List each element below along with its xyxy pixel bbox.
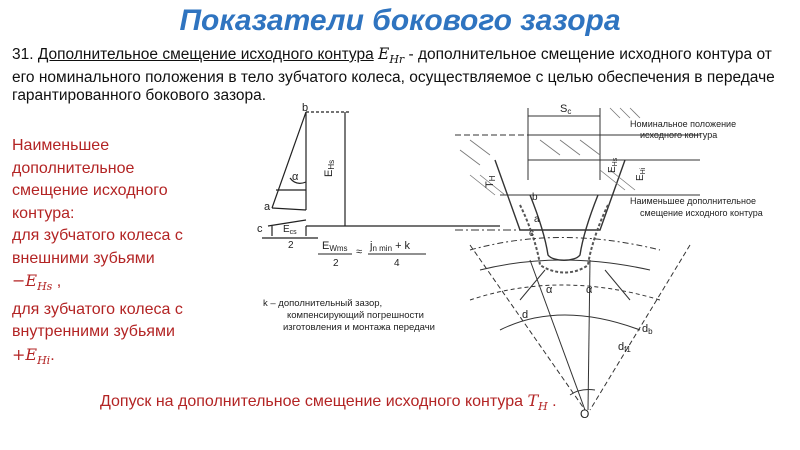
svg-text:4: 4 bbox=[394, 258, 400, 269]
svg-text:b: b bbox=[532, 192, 538, 203]
svg-text:EHs: EHs bbox=[323, 159, 336, 177]
svg-text:Номинальное положение: Номинальное положение bbox=[630, 119, 737, 129]
svg-text:d: d bbox=[522, 309, 529, 321]
clearance-formula bbox=[318, 240, 426, 269]
svg-text:исходного контура: исходного контура bbox=[640, 130, 718, 140]
svg-text:Sc: Sc bbox=[560, 103, 572, 116]
gear-diagram bbox=[240, 100, 780, 430]
left-note-line: Наименьшее bbox=[12, 137, 110, 154]
definition-paragraph bbox=[12, 45, 792, 105]
svg-text:EHi: $E_{Hi}$ bbox=[635, 167, 647, 181]
left-note-line: для зубчатого колеса с bbox=[12, 227, 183, 244]
svg-text:2: 2 bbox=[333, 258, 339, 269]
svg-text:EHs: $E_{Hs}$ bbox=[607, 157, 619, 173]
svg-text:jn min + k: jn min + k bbox=[370, 240, 411, 253]
svg-text:df1: df1 bbox=[618, 341, 631, 354]
svg-text:EWms: EWms bbox=[322, 240, 348, 253]
svg-text:c: c bbox=[257, 223, 263, 235]
definition-text: - дополнительное смещение исходного контура от его номинального положения в тело зубчатого колеса, осуществляемое с целью обеспечения в передаче гарантированного бокового зазора. bbox=[12, 46, 775, 105]
triangle-labels bbox=[257, 102, 336, 251]
external-symbol-line: $-E_{Hs}$ , bbox=[12, 271, 62, 294]
svg-text:2: 2 bbox=[288, 240, 294, 251]
gear-profile bbox=[455, 108, 700, 414]
svg-text:≈: ≈ bbox=[356, 246, 363, 258]
left-note-line: дополнительное bbox=[12, 159, 135, 177]
svg-text:смещение исходного контура: смещение исходного контура bbox=[640, 208, 763, 218]
svg-text:b: b bbox=[302, 102, 309, 114]
internal-symbol-line: $+E_{Hi}$. bbox=[12, 344, 55, 367]
svg-text:изготовления и монтажа передач: изготовления и монтажа передачи bbox=[283, 322, 435, 333]
definition-term: Дополнительное смещение исходного контура bbox=[37, 46, 374, 63]
tolerance-text: Допуск на дополнительное смещение исходного контура bbox=[100, 393, 523, 410]
definition-symbol: $E_{Hr}$ bbox=[378, 45, 405, 67]
left-note-line: для зубчатого колеса с bbox=[12, 300, 183, 318]
page-title: Показатели бокового зазора bbox=[179, 4, 621, 37]
left-note-line: внешними зубьями bbox=[12, 249, 155, 267]
left-note-line: внутренними зубьями bbox=[12, 323, 175, 341]
left-note bbox=[12, 135, 252, 372]
svg-text:c: c bbox=[529, 228, 534, 239]
svg-text:α: α bbox=[546, 284, 553, 296]
tolerance-symbol: $T_H$ bbox=[527, 391, 548, 414]
k-note bbox=[263, 298, 435, 333]
svg-text:компенсирующий погрешности: компенсирующий погрешности bbox=[287, 310, 424, 321]
left-note-line: смещение исходного bbox=[12, 182, 168, 199]
svg-text:α: α bbox=[292, 171, 299, 183]
svg-text:TH: TH bbox=[484, 175, 497, 188]
svg-text:k – дополнительный зазор,: k – дополнительный зазор, bbox=[263, 298, 383, 309]
tolerance-note: Допуск на дополнительное смещение исходного контура $T_H$ . bbox=[100, 391, 557, 414]
svg-text:db: db bbox=[642, 323, 653, 336]
left-note-line: контура: bbox=[12, 204, 75, 222]
svg-text:α: α bbox=[586, 284, 593, 296]
svg-text:O: O bbox=[580, 407, 590, 421]
svg-text:Наименьшее дополнительное: Наименьшее дополнительное bbox=[630, 196, 756, 206]
svg-text:a: a bbox=[534, 214, 540, 225]
svg-text:a: a bbox=[264, 201, 271, 213]
svg-text:Ecs: $E_{cs}$ bbox=[283, 224, 297, 236]
definition-number: 31. bbox=[12, 46, 34, 63]
